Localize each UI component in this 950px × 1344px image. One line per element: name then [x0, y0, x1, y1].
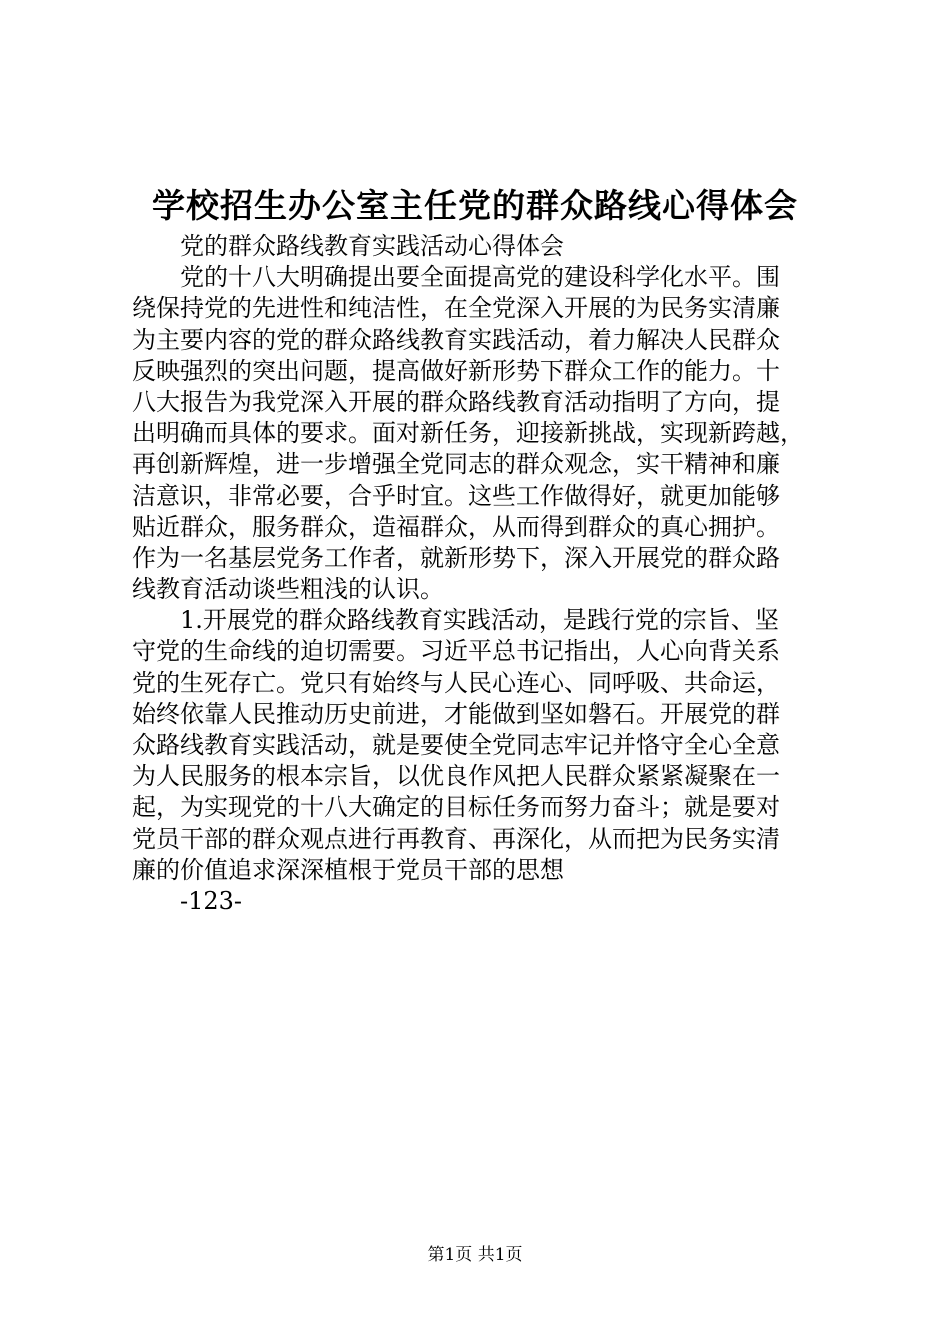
- page-marker: -123-: [180, 886, 243, 915]
- paragraph-line: 反映强烈的突出问题，提高做好新形势下群众工作的能力。十: [132, 356, 780, 385]
- document-subtitle: 党的群众路线教育实践活动心得体会: [180, 232, 564, 260]
- paragraph-line: 党的生死存亡。党只有始终与人民心连心、同呼吸、共命运，: [132, 668, 780, 697]
- paragraph-line: 绕保持党的先进性和纯洁性，在全党深入开展的为民务实清廉: [132, 294, 780, 323]
- paragraph-line: 洁意识，非常必要，合乎时宜。这些工作做得好，就更加能够: [132, 481, 780, 510]
- paragraph-line: 作为一名基层党务工作者，就新形势下，深入开展党的群众路: [132, 543, 780, 572]
- paragraph-line: 守党的生命线的迫切需要。习近平总书记指出，人心向背关系: [132, 637, 780, 666]
- paragraph-line: 贴近群众，服务群众，造福群众，从而得到群众的真心拥护。: [132, 512, 780, 541]
- paragraph-line: 众路线教育实践活动，就是要使全党同志牢记并恪守全心全意: [132, 731, 780, 759]
- paragraph-line: 廉的价值追求深深植根于党员干部的思想: [132, 855, 564, 884]
- paragraph-line: 出明确而具体的要求。面对新任务，迎接新挑战，实现新跨越，: [132, 419, 804, 448]
- paragraph-line: 始终依靠人民推动历史前进，才能做到坚如磐石。开展党的群: [132, 699, 780, 728]
- paragraph-line: 为人民服务的根本宗旨，以优良作风把人民群众紧紧凝聚在一: [132, 762, 780, 791]
- paragraph-line: 线教育活动谈些粗浅的认识。: [132, 575, 444, 604]
- paragraph-line: 党员干部的群众观点进行再教育、再深化，从而把为民务实清: [132, 824, 780, 853]
- paragraph-1: [132, 262, 832, 605]
- paragraph-line: 八大报告为我党深入开展的群众路线教育活动指明了方向，提: [132, 387, 780, 416]
- paragraph-line: 起，为实现党的十八大确定的目标任务而努力奋斗；就是要对: [132, 793, 780, 822]
- paragraph-line: 为主要内容的党的群众路线教育实践活动，着力解决人民群众: [132, 325, 780, 354]
- document-body: [132, 231, 832, 917]
- document-title: 学校招生办公室主任党的群众路线心得体会: [152, 186, 798, 225]
- paragraph-2: [132, 605, 832, 886]
- paragraph-line: 再创新辉煌，进一步增强全党同志的群众观念，实干精神和廉: [132, 450, 780, 479]
- paragraph-line: 1.开展党的群众路线教育实践活动，是践行党的宗旨、坚: [180, 606, 779, 635]
- paragraph-line: 党的十八大明确提出要全面提高党的建设科学化水平。围: [180, 263, 780, 292]
- page-footer: 第1页 共1页: [427, 1245, 523, 1265]
